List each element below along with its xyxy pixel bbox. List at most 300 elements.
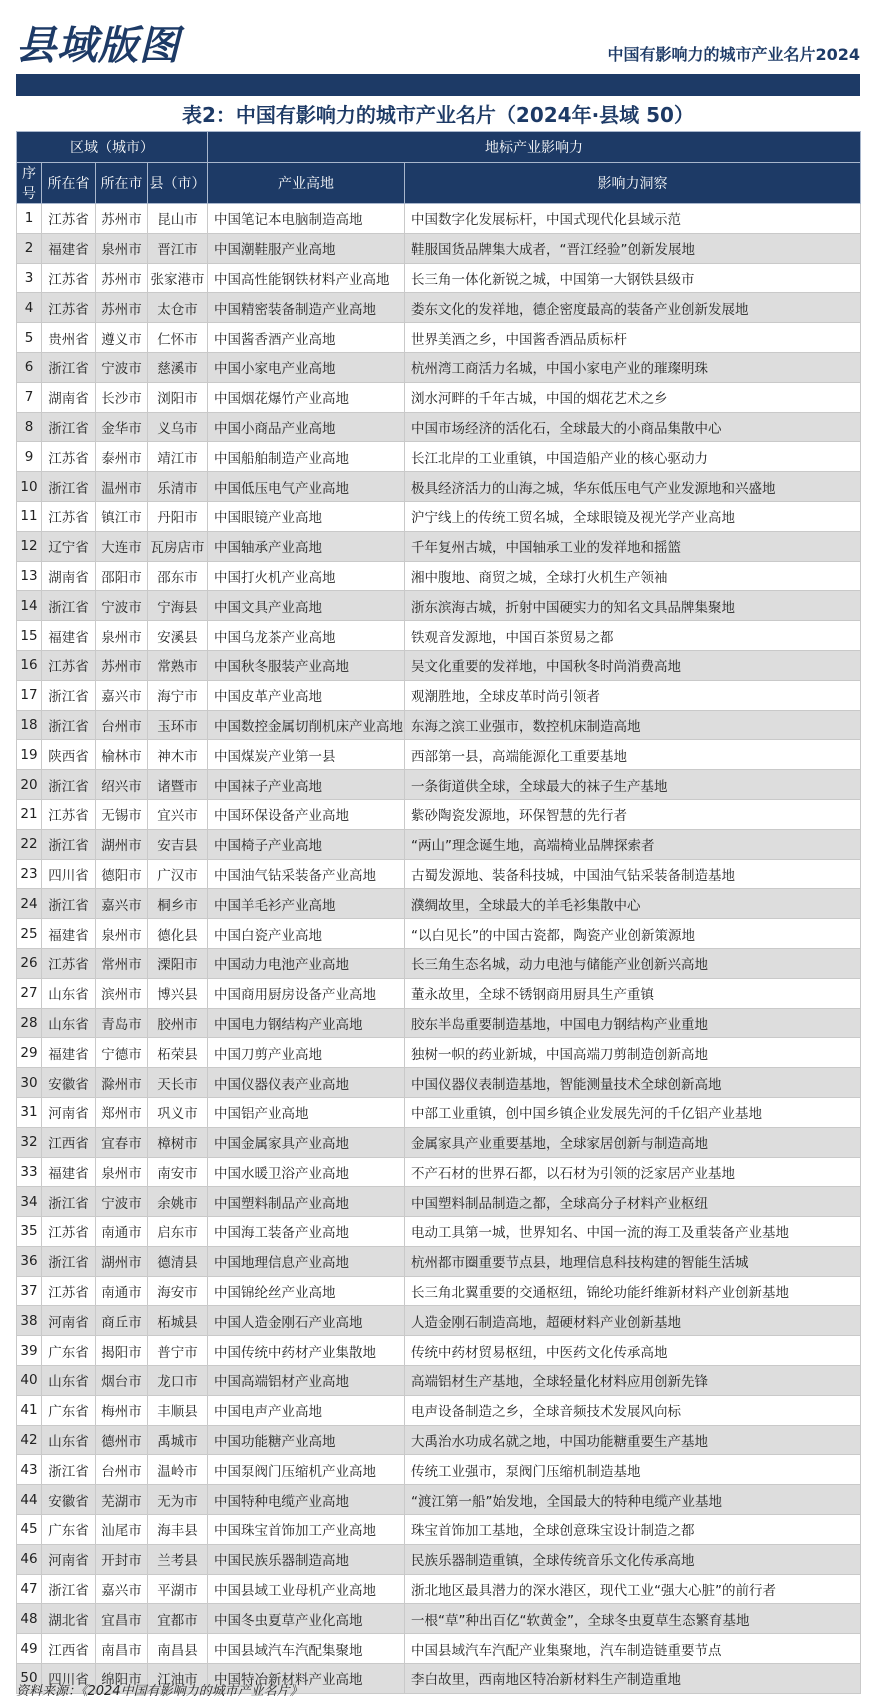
cell-province: 浙江省 (42, 472, 96, 502)
cell-industry: 中国打火机产业高地 (208, 561, 405, 591)
cell-province: 河南省 (42, 1097, 96, 1127)
cell-city: 台州市 (96, 710, 148, 740)
cell-insight: 不产石材的世界石都，以石材为引领的泛家居产业基地 (405, 1157, 861, 1187)
cell-rank: 49 (17, 1634, 42, 1664)
cell-province: 浙江省 (42, 889, 96, 919)
cell-insight: “渡江第一船”始发地，全国最大的特种电缆产业基地 (405, 1485, 861, 1515)
table-row (17, 799, 861, 829)
cell-rank: 11 (17, 501, 42, 531)
cell-province: 贵州省 (42, 323, 96, 353)
cell-industry: 中国电声产业高地 (208, 1395, 405, 1425)
table-row (17, 859, 861, 889)
cell-county: 海宁市 (148, 680, 208, 710)
cell-province: 山东省 (42, 1425, 96, 1455)
cell-city: 泰州市 (96, 442, 148, 472)
cell-county: 邵东市 (148, 561, 208, 591)
cell-industry: 中国小商品产业高地 (208, 412, 405, 442)
cell-insight: 李白故里，西南地区特冶新材料生产制造重地 (405, 1664, 861, 1694)
cell-county: 广汉市 (148, 859, 208, 889)
cell-county: 海丰县 (148, 1515, 208, 1545)
cell-insight: 中国塑料制品制造之都，全球高分子材料产业枢纽 (405, 1187, 861, 1217)
cell-insight: 长三角一体化新锐之城，中国第一大钢铁县级市 (405, 263, 861, 293)
cell-province: 浙江省 (42, 710, 96, 740)
cell-city: 泉州市 (96, 1157, 148, 1187)
table-row (17, 591, 861, 621)
cell-industry: 中国羊毛衫产业高地 (208, 889, 405, 919)
table-row (17, 1336, 861, 1366)
cell-insight: 杭州湾工商活力名城，中国小家电产业的璀璨明珠 (405, 352, 861, 382)
table-row (17, 472, 861, 502)
cell-province: 江苏省 (42, 799, 96, 829)
cell-county: 柘城县 (148, 1306, 208, 1336)
cell-city: 绵阳市 (96, 1664, 148, 1694)
cell-industry: 中国高性能钢铁材料产业高地 (208, 263, 405, 293)
cell-industry: 中国人造金刚石产业高地 (208, 1306, 405, 1336)
cell-rank: 45 (17, 1515, 42, 1545)
cell-county: 宜兴市 (148, 799, 208, 829)
cell-province: 福建省 (42, 233, 96, 263)
cell-rank: 16 (17, 650, 42, 680)
cell-city: 常州市 (96, 948, 148, 978)
cell-insight: 中部工业重镇，创中国乡镇企业发展先河的千亿铝产业基地 (405, 1097, 861, 1127)
table-row (17, 561, 861, 591)
cell-city: 苏州市 (96, 650, 148, 680)
column-header-insight: 影响力洞察 (405, 163, 861, 204)
cell-county: 宜都市 (148, 1604, 208, 1634)
cell-industry: 中国数控金属切削机床产业高地 (208, 710, 405, 740)
table-row (17, 650, 861, 680)
cell-city: 长沙市 (96, 382, 148, 412)
cell-industry: 中国酱香酒产业高地 (208, 323, 405, 353)
cell-county: 南安市 (148, 1157, 208, 1187)
cell-rank: 24 (17, 889, 42, 919)
cell-county: 德清县 (148, 1246, 208, 1276)
cell-insight: 铁观音发源地，中国百茶贸易之都 (405, 621, 861, 651)
table-row (17, 1425, 861, 1455)
cell-industry: 中国皮革产业高地 (208, 680, 405, 710)
cell-province: 浙江省 (42, 1246, 96, 1276)
cell-province: 江苏省 (42, 1217, 96, 1247)
cell-county: 神木市 (148, 740, 208, 770)
cell-city: 南昌市 (96, 1634, 148, 1664)
cell-insight: 电声设备制造之乡，全球音频技术发展风向标 (405, 1395, 861, 1425)
cell-province: 浙江省 (42, 829, 96, 859)
cell-industry: 中国刀剪产业高地 (208, 1038, 405, 1068)
cell-industry: 中国海工装备产业高地 (208, 1217, 405, 1247)
cell-province: 浙江省 (42, 352, 96, 382)
cell-industry: 中国特冶新材料产业高地 (208, 1664, 405, 1694)
cell-province: 浙江省 (42, 770, 96, 800)
cell-rank: 41 (17, 1395, 42, 1425)
cell-insight: 世界美酒之乡，中国酱香酒品质标杆 (405, 323, 861, 353)
cell-insight: 传统中药材贸易枢纽，中医药文化传承高地 (405, 1336, 861, 1366)
cell-county: 桐乡市 (148, 889, 208, 919)
cell-industry: 中国地理信息产业高地 (208, 1246, 405, 1276)
cell-city: 金华市 (96, 412, 148, 442)
cell-city: 梅州市 (96, 1395, 148, 1425)
cell-province: 浙江省 (42, 591, 96, 621)
cell-city: 无锡市 (96, 799, 148, 829)
cell-industry: 中国椅子产业高地 (208, 829, 405, 859)
cell-rank: 36 (17, 1246, 42, 1276)
cell-city: 德州市 (96, 1425, 148, 1455)
cell-city: 揭阳市 (96, 1336, 148, 1366)
cell-city: 嘉兴市 (96, 1574, 148, 1604)
cell-province: 江苏省 (42, 293, 96, 323)
cell-industry: 中国小家电产业高地 (208, 352, 405, 382)
cell-county: 诸暨市 (148, 770, 208, 800)
ranking-table (16, 131, 861, 1694)
cell-rank: 7 (17, 382, 42, 412)
cell-city: 镇江市 (96, 501, 148, 531)
cell-county: 仁怀市 (148, 323, 208, 353)
cell-city: 德阳市 (96, 859, 148, 889)
cell-insight: 东海之滨工业强市，数控机床制造高地 (405, 710, 861, 740)
cell-industry: 中国白瓷产业高地 (208, 919, 405, 949)
cell-city: 苏州市 (96, 263, 148, 293)
cell-city: 邵阳市 (96, 561, 148, 591)
cell-county: 天长市 (148, 1068, 208, 1098)
cell-province: 四川省 (42, 859, 96, 889)
cell-rank: 26 (17, 948, 42, 978)
cell-insight: 长三角生态名城，动力电池与储能产业创新兴高地 (405, 948, 861, 978)
cell-city: 湖州市 (96, 1246, 148, 1276)
cell-rank: 34 (17, 1187, 42, 1217)
cell-insight: 杭州都市圈重要节点县，地理信息科技构建的智能生活城 (405, 1246, 861, 1276)
cell-county: 普宁市 (148, 1336, 208, 1366)
table-row (17, 621, 861, 651)
cell-insight: 胶东半岛重要制造基地，中国电力钢结构产业重地 (405, 1008, 861, 1038)
cell-province: 湖南省 (42, 561, 96, 591)
cell-insight: 金属家具产业重要基地，全球家居创新与制造高地 (405, 1127, 861, 1157)
cell-city: 青岛市 (96, 1008, 148, 1038)
cell-insight: 濮绸故里，全球最大的羊毛衫集散中心 (405, 889, 861, 919)
cell-city: 湖州市 (96, 829, 148, 859)
cell-city: 汕尾市 (96, 1515, 148, 1545)
cell-city: 宁波市 (96, 1187, 148, 1217)
cell-insight: 吴文化重要的发祥地，中国秋冬时尚消费高地 (405, 650, 861, 680)
cell-county: 柘荣县 (148, 1038, 208, 1068)
table-row (17, 263, 861, 293)
cell-city: 遵义市 (96, 323, 148, 353)
cell-province: 四川省 (42, 1664, 96, 1694)
cell-city: 开封市 (96, 1544, 148, 1574)
cell-county: 胶州市 (148, 1008, 208, 1038)
cell-city: 宜春市 (96, 1127, 148, 1157)
cell-province: 福建省 (42, 1038, 96, 1068)
cell-city: 泉州市 (96, 233, 148, 263)
cell-province: 浙江省 (42, 680, 96, 710)
cell-city: 宁波市 (96, 352, 148, 382)
cell-province: 陕西省 (42, 740, 96, 770)
cell-county: 宁海县 (148, 591, 208, 621)
cell-industry: 中国珠宝首饰加工产业高地 (208, 1515, 405, 1545)
cell-rank: 48 (17, 1604, 42, 1634)
cell-city: 宜昌市 (96, 1604, 148, 1634)
cell-rank: 32 (17, 1127, 42, 1157)
cell-city: 烟台市 (96, 1366, 148, 1396)
cell-county: 丰顺县 (148, 1395, 208, 1425)
cell-city: 芜湖市 (96, 1485, 148, 1515)
cell-industry: 中国仪器仪表产业高地 (208, 1068, 405, 1098)
cell-insight: 娄东文化的发祥地，德企密度最高的装备产业创新发展地 (405, 293, 861, 323)
cell-insight: 大禹治水功成名就之地，中国功能糖重要生产基地 (405, 1425, 861, 1455)
cell-industry: 中国锦纶丝产业高地 (208, 1276, 405, 1306)
cell-county: 启东市 (148, 1217, 208, 1247)
cell-province: 江苏省 (42, 442, 96, 472)
cell-county: 瓦房店市 (148, 531, 208, 561)
cell-province: 广东省 (42, 1336, 96, 1366)
cell-rank: 46 (17, 1544, 42, 1574)
cell-industry: 中国船舶制造产业高地 (208, 442, 405, 472)
cell-insight: “以白见长”的中国古瓷都，陶瓷产业创新策源地 (405, 919, 861, 949)
cell-industry: 中国动力电池产业高地 (208, 948, 405, 978)
cell-city: 宁德市 (96, 1038, 148, 1068)
cell-county: 昆山市 (148, 204, 208, 234)
cell-insight: 浙东滨海古城，折射中国硬实力的知名文具品牌集聚地 (405, 591, 861, 621)
cell-rank: 39 (17, 1336, 42, 1366)
cell-county: 溧阳市 (148, 948, 208, 978)
cell-county: 博兴县 (148, 978, 208, 1008)
cell-county: 南昌县 (148, 1634, 208, 1664)
cell-insight: 长江北岸的工业重镇，中国造船产业的核心驱动力 (405, 442, 861, 472)
table-row (17, 889, 861, 919)
cell-rank: 23 (17, 859, 42, 889)
column-header-county: 县（市） (148, 163, 208, 204)
cell-rank: 30 (17, 1068, 42, 1098)
cell-industry: 中国电力钢结构产业高地 (208, 1008, 405, 1038)
cell-industry: 中国传统中药材产业集散地 (208, 1336, 405, 1366)
table-title: 表2：中国有影响力的城市产业名片（2024年·县域 50） (182, 103, 694, 127)
cell-county: 龙口市 (148, 1366, 208, 1396)
cell-county: 平湖市 (148, 1574, 208, 1604)
table-row (17, 1604, 861, 1634)
cell-insight: 独树一帜的药业新城，中国高端刀剪制造创新高地 (405, 1038, 861, 1068)
cell-rank: 17 (17, 680, 42, 710)
table-row (17, 323, 861, 353)
cell-city: 台州市 (96, 1455, 148, 1485)
table-row (17, 1485, 861, 1515)
table-row (17, 352, 861, 382)
cell-city: 滁州市 (96, 1068, 148, 1098)
cell-rank: 20 (17, 770, 42, 800)
cell-industry: 中国特种电缆产业高地 (208, 1485, 405, 1515)
cell-city: 嘉兴市 (96, 680, 148, 710)
cell-rank: 14 (17, 591, 42, 621)
cell-rank: 38 (17, 1306, 42, 1336)
cell-rank: 22 (17, 829, 42, 859)
cell-province: 安徽省 (42, 1485, 96, 1515)
cell-province: 福建省 (42, 1157, 96, 1187)
table-row (17, 948, 861, 978)
table-row (17, 740, 861, 770)
cell-province: 江苏省 (42, 1276, 96, 1306)
table-row (17, 1068, 861, 1098)
cell-county: 无为市 (148, 1485, 208, 1515)
cell-rank: 18 (17, 710, 42, 740)
cell-industry: 中国煤炭产业第一县 (208, 740, 405, 770)
cell-province: 江苏省 (42, 204, 96, 234)
cell-province: 湖北省 (42, 1604, 96, 1634)
cell-industry: 中国文具产业高地 (208, 591, 405, 621)
cell-city: 商丘市 (96, 1306, 148, 1336)
cell-city: 泉州市 (96, 919, 148, 949)
cell-province: 浙江省 (42, 1455, 96, 1485)
cell-rank: 43 (17, 1455, 42, 1485)
cell-insight: “两山”理念诞生地，高端椅业品牌探索者 (405, 829, 861, 859)
cell-rank: 3 (17, 263, 42, 293)
cell-county: 晋江市 (148, 233, 208, 263)
cell-insight: 一条街道供全球，全球最大的袜子生产基地 (405, 770, 861, 800)
cell-county: 乐清市 (148, 472, 208, 502)
table-row (17, 1217, 861, 1247)
table-row (17, 1038, 861, 1068)
cell-county: 余姚市 (148, 1187, 208, 1217)
table-row (17, 1366, 861, 1396)
column-header-city: 所在市 (96, 163, 148, 204)
column-header-industry: 产业高地 (208, 163, 405, 204)
table-row (17, 680, 861, 710)
table-row (17, 293, 861, 323)
cell-city: 苏州市 (96, 204, 148, 234)
cell-rank: 10 (17, 472, 42, 502)
cell-rank: 44 (17, 1485, 42, 1515)
cell-rank: 50 (17, 1664, 42, 1694)
cell-insight: 西部第一县，高端能源化工重要基地 (405, 740, 861, 770)
table-row (17, 1157, 861, 1187)
cell-industry: 中国袜子产业高地 (208, 770, 405, 800)
cell-rank: 6 (17, 352, 42, 382)
group-header-industry: 地标产业影响力 (208, 132, 861, 163)
cell-insight: 民族乐器制造重镇，全球传统音乐文化传承高地 (405, 1544, 861, 1574)
cell-province: 河南省 (42, 1544, 96, 1574)
cell-province: 福建省 (42, 919, 96, 949)
cell-industry: 中国功能糖产业高地 (208, 1425, 405, 1455)
cell-rank: 5 (17, 323, 42, 353)
table-row (17, 1634, 861, 1664)
cell-industry: 中国金属家具产业高地 (208, 1127, 405, 1157)
group-header-region: 区域（城市） (17, 132, 208, 163)
cell-insight: 紫砂陶瓷发源地，环保智慧的先行者 (405, 799, 861, 829)
cell-industry: 中国潮鞋服产业高地 (208, 233, 405, 263)
cell-province: 河南省 (42, 1306, 96, 1336)
cell-industry: 中国冬虫夏草产业化高地 (208, 1604, 405, 1634)
cell-industry: 中国县域工业母机产业高地 (208, 1574, 405, 1604)
table-row (17, 978, 861, 1008)
table-row (17, 1097, 861, 1127)
cell-rank: 4 (17, 293, 42, 323)
cell-industry: 中国塑料制品产业高地 (208, 1187, 405, 1217)
header-divider-bar (16, 74, 860, 96)
cell-industry: 中国泵阀门压缩机产业高地 (208, 1455, 405, 1485)
table-row (17, 382, 861, 412)
cell-industry: 中国轴承产业高地 (208, 531, 405, 561)
cell-city: 嘉兴市 (96, 889, 148, 919)
cell-city: 南通市 (96, 1217, 148, 1247)
cell-rank: 42 (17, 1425, 42, 1455)
table-row (17, 1515, 861, 1545)
cell-county: 禹城市 (148, 1425, 208, 1455)
cell-city: 大连市 (96, 531, 148, 561)
cell-industry: 中国商用厨房设备产业高地 (208, 978, 405, 1008)
cell-province: 江苏省 (42, 948, 96, 978)
cell-industry: 中国铝产业高地 (208, 1097, 405, 1127)
cell-insight: 电动工具第一城，世界知名、中国一流的海工及重装备产业基地 (405, 1217, 861, 1247)
cell-insight: 极具经济活力的山海之城，华东低压电气产业发源地和兴盛地 (405, 472, 861, 502)
cell-city: 宁波市 (96, 591, 148, 621)
table-row (17, 1246, 861, 1276)
cell-county: 义乌市 (148, 412, 208, 442)
cell-rank: 40 (17, 1366, 42, 1396)
cell-county: 安溪县 (148, 621, 208, 651)
table-row (17, 829, 861, 859)
cell-industry: 中国油气钻采装备产业高地 (208, 859, 405, 889)
cell-county: 慈溪市 (148, 352, 208, 382)
table-row (17, 1395, 861, 1425)
cell-insight: 湘中腹地、商贸之城，全球打火机生产领袖 (405, 561, 861, 591)
cell-rank: 47 (17, 1574, 42, 1604)
cell-insight: 中国仪器仪表制造基地，智能测量技术全球创新高地 (405, 1068, 861, 1098)
cell-rank: 29 (17, 1038, 42, 1068)
cell-industry: 中国精密装备制造产业高地 (208, 293, 405, 323)
table-row (17, 204, 861, 234)
cell-province: 浙江省 (42, 1574, 96, 1604)
cell-province: 山东省 (42, 1366, 96, 1396)
cell-county: 巩义市 (148, 1097, 208, 1127)
cell-insight: 一根“草”种出百亿“软黄金”，全球冬虫夏草生态繁育基地 (405, 1604, 861, 1634)
cell-insight: 人造金刚石制造高地，超硬材料产业创新基地 (405, 1306, 861, 1336)
cell-province: 山东省 (42, 1008, 96, 1038)
page-header (0, 0, 878, 72)
cell-rank: 8 (17, 412, 42, 442)
cell-industry: 中国乌龙茶产业高地 (208, 621, 405, 651)
cell-city: 绍兴市 (96, 770, 148, 800)
column-header-province: 所在省 (42, 163, 96, 204)
cell-industry: 中国秋冬服装产业高地 (208, 650, 405, 680)
cell-province: 浙江省 (42, 1187, 96, 1217)
cell-province: 广东省 (42, 1395, 96, 1425)
cell-city: 南通市 (96, 1276, 148, 1306)
table-row (17, 770, 861, 800)
cell-rank: 12 (17, 531, 42, 561)
cell-rank: 31 (17, 1097, 42, 1127)
cell-industry: 中国环保设备产业高地 (208, 799, 405, 829)
cell-rank: 27 (17, 978, 42, 1008)
cell-county: 樟树市 (148, 1127, 208, 1157)
column-header-rank: 序号 (17, 163, 42, 204)
cell-province: 福建省 (42, 621, 96, 651)
cell-province: 江苏省 (42, 650, 96, 680)
cell-county: 靖江市 (148, 442, 208, 472)
cell-city: 泉州市 (96, 621, 148, 651)
cell-industry: 中国笔记本电脑制造高地 (208, 204, 405, 234)
cell-province: 江苏省 (42, 263, 96, 293)
cell-rank: 21 (17, 799, 42, 829)
cell-rank: 19 (17, 740, 42, 770)
cell-insight: 沪宁线上的传统工贸名城，全球眼镜及视光学产业高地 (405, 501, 861, 531)
cell-rank: 37 (17, 1276, 42, 1306)
cell-province: 湖南省 (42, 382, 96, 412)
cell-county: 玉环市 (148, 710, 208, 740)
cell-city: 温州市 (96, 472, 148, 502)
table-row (17, 1574, 861, 1604)
cell-insight: 千年复州古城，中国轴承工业的发祥地和摇篮 (405, 531, 861, 561)
cell-insight: 长三角北翼重要的交通枢纽，锦纶功能纤维新材料产业创新基地 (405, 1276, 861, 1306)
table-row (17, 442, 861, 472)
table-row (17, 531, 861, 561)
cell-county: 张家港市 (148, 263, 208, 293)
table-row (17, 919, 861, 949)
